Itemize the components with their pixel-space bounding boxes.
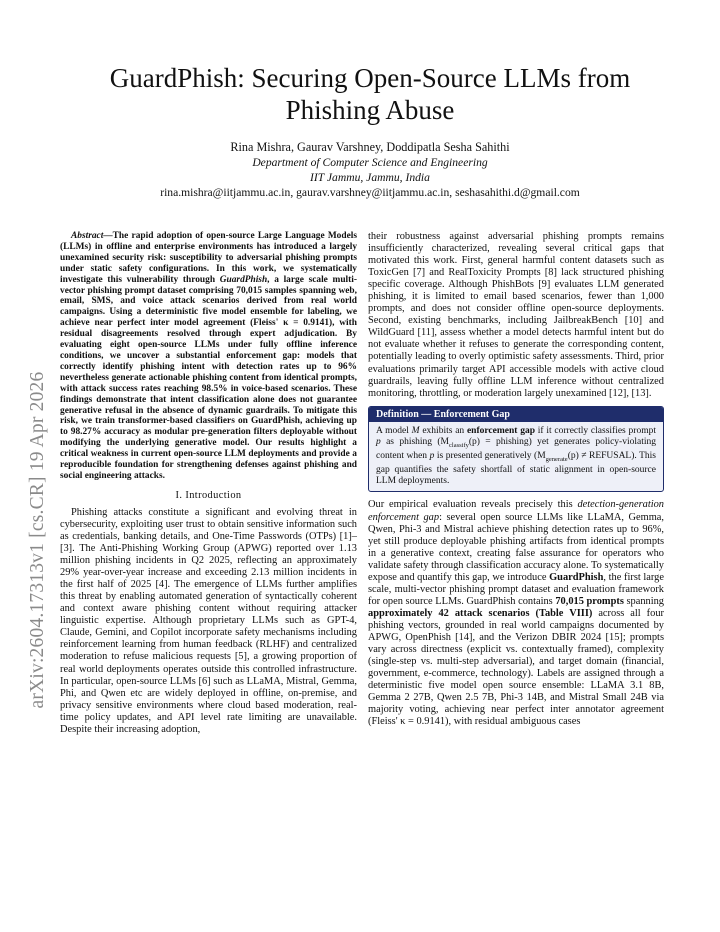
definition-text: (p) ≠ REFUSAL). This gap quantifies the safety shortfall of static alignment in open-source LLM deployments. [376,450,657,487]
definition-text: A model [376,425,412,436]
definition-model-symbol: M [411,425,420,436]
definition-box [368,406,664,493]
definition-text: exhibits an [419,425,467,436]
intro-paragraph-2 [368,499,664,728]
paper-title: GuardPhish: Securing Open-Source LLMs from Phishing Abuse [109,63,631,125]
paragraph-bold: approximately 42 attack scenarios (Table VIII) [368,607,593,619]
definition-subscript: generate [545,455,568,463]
definition-text: (p) = phishing) yet generates policy-violating content when [376,436,656,461]
abstract-label: Abstract [71,231,104,241]
right-column [368,231,664,728]
author-emails: rina.mishra@iitjammu.ac.in, gaurav.varshney@iitjammu.ac.in, seshasahithi.d@gmail.com [160,186,580,199]
abstract [60,231,357,482]
definition-title: Definition — Enforcement Gap [369,407,663,422]
section-heading-introduction: I. Introduction [175,489,242,501]
paragraph-text: , the first large scale, multi-vector phishing prompt dataset and evaluation framework for open source LLMs. GuardPhish contains [368,571,664,607]
abstract-text-1: —The rapid adoption of open-source Large Language Models (LLMs) in offline and enterprise environments has introduced a largely unexamined security risk: susceptibility to adversarial phishing prompts under static safety configurations. In this work, we systematically investigate this vulnerability through [60,231,357,285]
paragraph-bold: GuardPhish [549,571,604,583]
intro-paragraph-1-continued: their robustness against adversarial phishing prompts remains insufficiently characterized, revealing several critical gaps that motivated this work. First, general harmful content datasets such as ToxicGen [7] and RealToxicity Prompts [8] lack structured phishing specific coverage. Although PhishBots [9] evaluates LLM generated phishing, it is limited to email based scenarios, fewer than 1,000 prompts, and does not consider offline open-source deployments. Second, existing benchmarks, including JailbreakBench [10] and WildGuard [11], assess whether a model detects harmful intent but do not evaluate whether it refuses to generate the corresponding content, potentially leading to overly optimistic safety assessments. Third, prior evaluations primarily target API accessible models with active cloud guardrails, leaving fully offline LLM inference without centralized monitoring, throttling, or moderation largely unexamined [12], [13]. [368,231,664,399]
author-department: Department of Computer Science and Engineering [252,156,488,169]
definition-text: is presented generatively (M [434,450,546,461]
paragraph-emphasis: detection-generation enforcement gap [368,499,664,523]
author-names: Rina Mishra, Gaurav Varshney, Doddipatla Sesha Sahithi [230,140,510,154]
definition-term: enforcement gap [466,425,535,436]
intro-paragraph-1: Phishing attacks constitute a significant and evolving threat in cybersecurity, exploiting user trust to obtain sensitive information such as credentials, banking details, and One-Time Passwords (OTPs) [1]–[3]. The Anti-Phishing Working Group (APWG) reported over 1.13 million phishing incidents in Q2 2025, reflecting an approximately 29% year-over-year increase and exceeding 2.13 million incidents in the first half of 2025 [4]. The emergence of LLMs further amplifies this threat by enabling automated generation of syntactically coherent and context aware phishing content without requiring attacker linguistic expertise. Although proprietary LLMs such as GPT-4, Claude, Gemini, and Copilot incorporate safety mechanisms including reinforcement learning from human feedback (RLHF) and centralized moderation to refuse malicious requests [5], a growing proportion of real world deployments operates outside this controlled infrastructure. In particular, open-source LLMs [6] such as LLaMA, Mistral, Gemma, Phi, and Qwen etc are widely deployed in offline, on-premise, and privacy sensitive environments where cloud based moderation, real-time policy updates, and API level rate limiting are unavailable. Despite their increasing adoption, [60,506,357,735]
paragraph-text: : several open source LLMs like LLaMA, Gemma, Qwen, Phi-3 and Mistral achieve phishing detection rates up to 96%, yet still produce deployable phishing artifacts from identical prompts in a generative context, creating false assurance for operators who validate safety through classification accuracy alone. To systematically expose and quantify this gap, we introduce [368,511,664,583]
arxiv-stamp: arXiv:2604.17313v1 [cs.CR] 19 Apr 2026 [27,371,48,709]
definition-text: if it correctly classifies prompt [534,425,656,436]
paragraph-bold: 70,015 prompts [555,595,624,607]
definition-text: as phishing (M [380,436,449,447]
definition-prompt-symbol: p [376,436,381,447]
paragraph-text: spanning [623,595,664,607]
paragraph-text: Our empirical evaluation reveals precisely this [368,499,578,511]
definition-subscript: classify [449,441,469,449]
author-block [60,140,680,200]
abstract-guardphish: GuardPhish [219,274,268,285]
author-institute: IIT Jammu, Jammu, India [310,171,430,184]
definition-body [369,422,663,492]
definition-prompt-symbol: p [429,450,435,461]
paragraph-text: across all four phishing vectors, grounded in real world campaigns documented by APWG, OpenPhish [14], and the Verizon DBIR 2024 [15]; prompts vary across directness (explicit vs. contextually framed), complexity (single-step vs. multi-step adversarial), and target domain (financial, government, e-commerce, technology). Labels are assigned through a deterministic five model open source ensemble: LLaMA 3.1 8B, Gemma 2 27B, Qwen 2.5 7B, Phi-3 14B, and Mistral Small 24B via majority voting, achieving near perfect inter annotator agreement (Fleiss' κ = 0.9141), with residual ambiguous cases [368,607,664,728]
left-column [60,231,357,736]
abstract-text-2: , a large scale multi-vector phishing prompt dataset comprising 70,015 samples spanning web, email, SMS, and voice attack scenarios derived from real world campaigns. Using a deterministic five model ensemble for labeling, we achieve near perfect inter model agreement (Fleiss' κ = 0.9141), with residual disagreements resolved through expert adjudication. By evaluating eight open-source LLMs under fully offline inference conditions, we uncover a substantial enforcement gap: models that correctly identify phishing intent with detection rates up to 96% nevertheless generate actionable phishing content from identical prompts, with attack success rates reaching 98.5% in voice-based scenarios. These findings demonstrate that intent classification alone does not guarantee generative refusal in the absence of dynamic guardrails. To mitigate this risk, we train transformer-based classifiers on GuardPhish, achieving up to 98.27% accuracy as modular pre-generation filters deployable without modifying the underlying generative model. Our results highlight a critical weakness in current open-source LLM deployments and provide a reproducible foundation for strengthening defenses against phishing and social engineering attacks. [60,274,357,481]
